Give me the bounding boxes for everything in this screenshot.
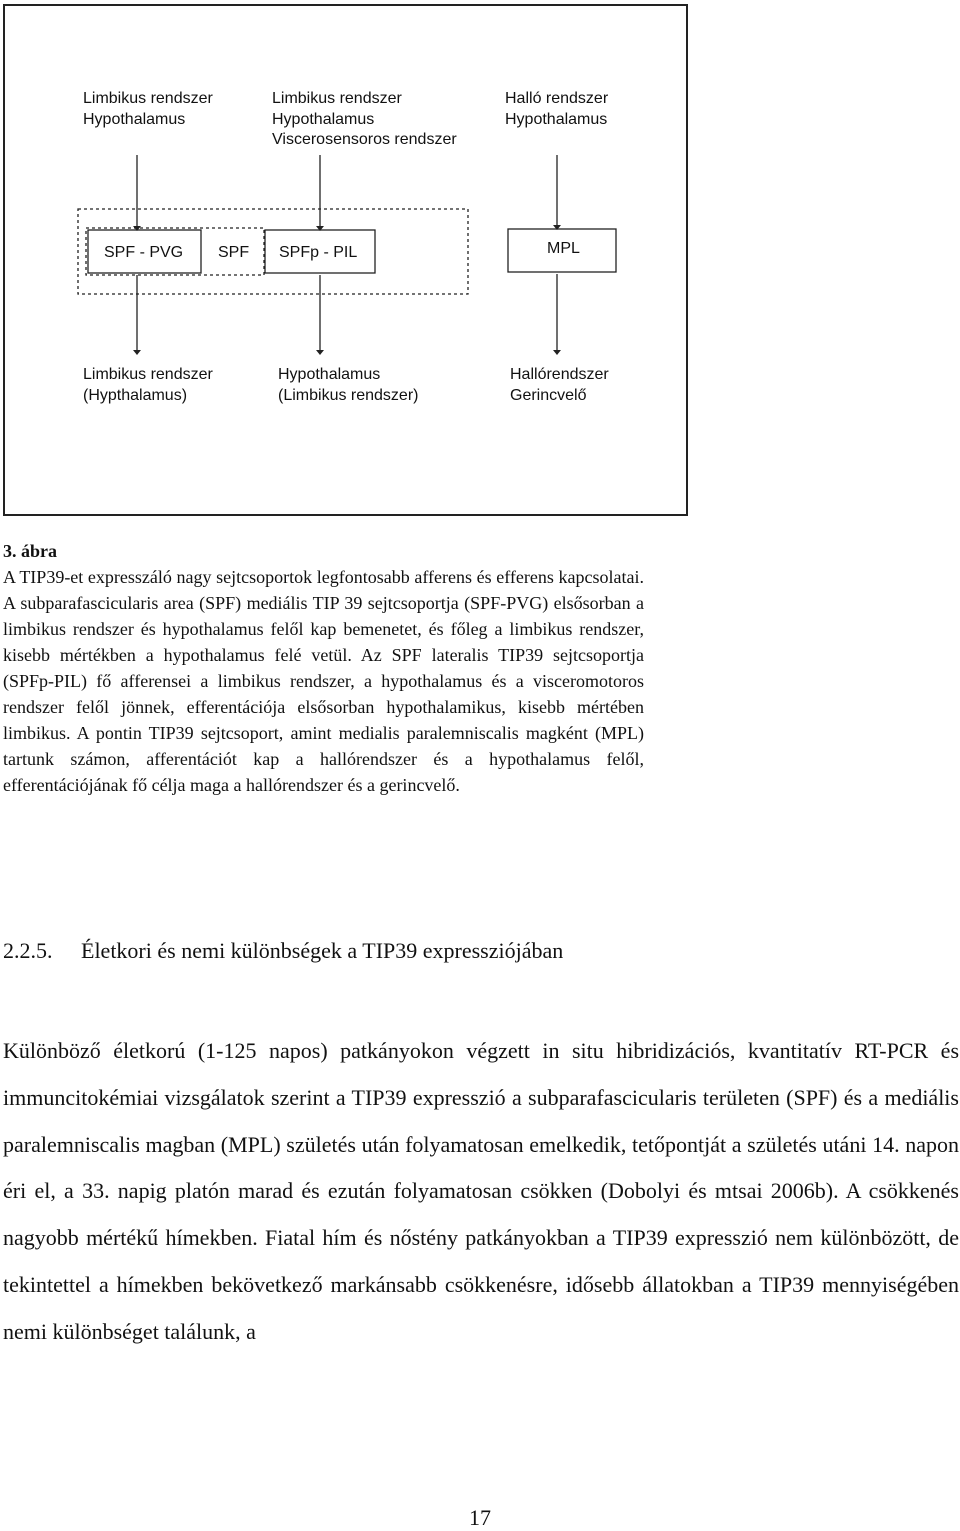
source-label-3 <box>505 89 608 130</box>
section-number: 2.2.5. <box>3 938 53 963</box>
spf-label: SPF <box>218 244 250 261</box>
target-label-1-line-1: Limbikus rendszer <box>83 366 213 383</box>
figure-diagram <box>0 0 960 540</box>
page-number: 17 <box>469 1505 491 1530</box>
figure-caption <box>3 538 644 798</box>
source-label-3-line-1: Halló rendszer <box>505 90 609 107</box>
figure-caption-text: A TIP39-et expresszáló nagy sejtcsoportok legfontosabb afferens és efferens kapcsolatai. A subparafascicularis area (SPF) mediális TIP 39 sejtcsoportja (SPF-PVG) elsősorban a limbikus rendszer és hypothalamus felől kap bemenetet, és főleg a limbikus rendszer, kisebb mértékben a hypothalamus felé vetül. Az SPF lateralis TIP39 sejtcsoportja (SPFp-PIL) fő afferensei a limbikus rendszer, a hypothalamus és a visceromotoros rendszer felől jönnek, efferentációja elsősorban hypothalamikus, kisebb mértében limbikus. A pontin TIP39 sejtcsoport, amint medialis paralemniscalis magként (MPL) tartunk számon, afferentációt kap a hallórendszer és a hypothalamus felől, efferentációjának fő célja maga a hallórendszer és a gerincvelő. <box>3 567 644 795</box>
source-label-1-line-2: Hypothalamus <box>83 110 186 128</box>
target-label-2-line-1: Hypothalamus <box>278 366 381 383</box>
body-paragraph: Különböző életkorú (1-125 napos) patkányokon végzett in situ hibridizációs, kvantitatív RT-PCR és immuncitokémiai vizsgálatok szerint a TIP39 expresszió a subparafascicularis területen (SPF) és a mediális paralemniscalis magban (MPL) születés után folyamatosan emelkedik, tetőpontját a születés utáni 14. napon éri el, a 33. napig platón marad és ezután folyamatosan csökken (Dobolyi és mtsai 2006b). A csökkenés nagyobb mértékű hímekben. Fiatal hím és nőstény patkányokban a TIP39 expresszió nem különbözött, de tekintettel a hímekben bekövetkező markánsabb csökkenésre, idősebb állatokban a TIP39 mennyiségében nemi különbséget találunk, a <box>3 1038 959 1344</box>
target-label-3-line-2: Gerincvelő <box>510 386 587 404</box>
target-label-1-line-2: (Hypthalamus) <box>83 386 188 404</box>
target-label-2-line-2: (Limbikus rendszer) <box>278 386 419 404</box>
mpl-label: MPL <box>547 240 580 257</box>
source-label-1-line-1: Limbikus rendszer <box>83 90 213 107</box>
source-label-2-line-1: Limbikus rendszer <box>272 90 402 107</box>
source-label-2-line-2: Hypothalamus <box>272 110 375 128</box>
spf-pvg-label: SPF - PVG <box>104 244 184 261</box>
source-label-2 <box>272 89 457 151</box>
source-label-2-line-3: Viscerosensoros rendszer <box>272 131 457 148</box>
spfp-pil-label: SPFp - PIL <box>279 244 358 261</box>
section-heading <box>3 938 563 964</box>
source-label-1 <box>83 89 213 130</box>
section-title: Életkori és nemi különbségek a TIP39 expressziójában <box>81 938 564 963</box>
figure-caption-title: 3. ábra <box>3 541 57 561</box>
target-label-1 <box>83 365 213 406</box>
source-label-3-line-2: Hypothalamus <box>505 110 608 128</box>
target-label-3 <box>510 365 609 406</box>
target-label-2 <box>278 365 418 406</box>
target-label-3-line-1: Hallórendszer <box>510 366 609 383</box>
